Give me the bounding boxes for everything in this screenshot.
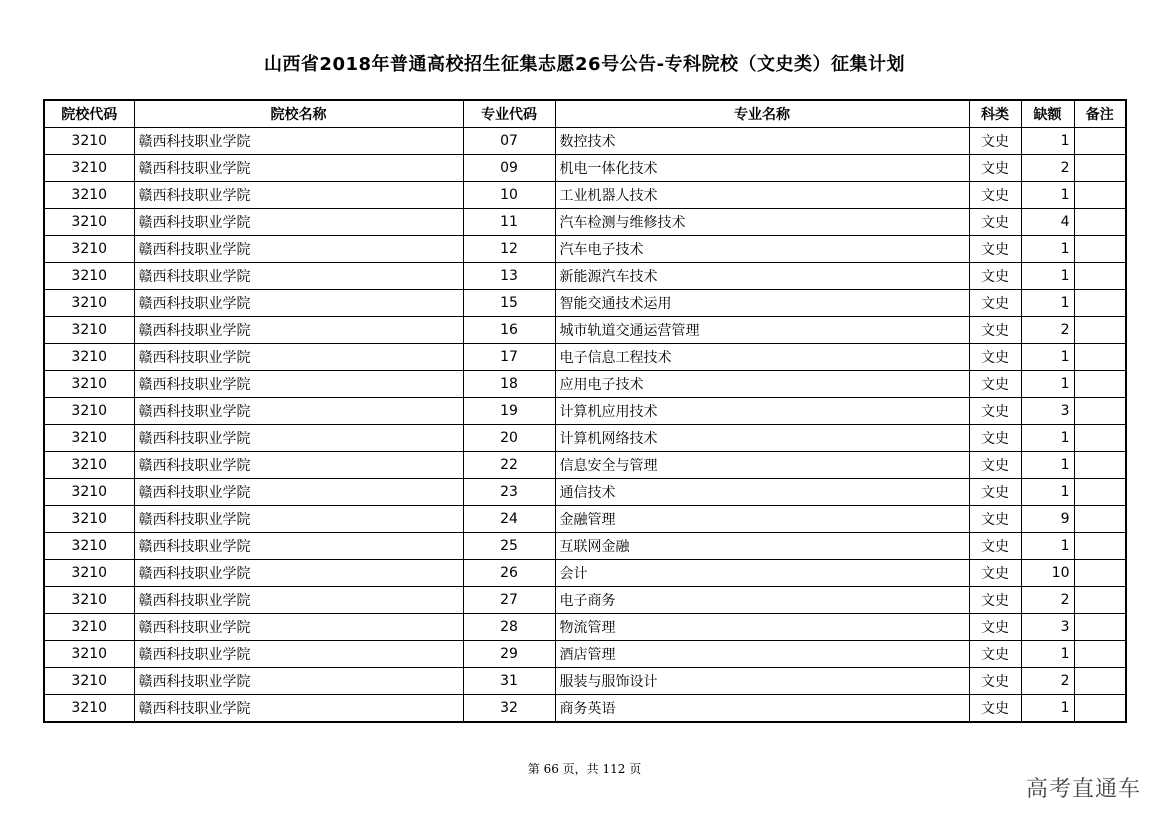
cell-vacancy: 1 — [1021, 452, 1074, 479]
cell-category: 文史 — [969, 506, 1021, 533]
table-row — [44, 560, 1126, 587]
table-header-row — [44, 100, 1126, 128]
cell-vacancy: 1 — [1021, 641, 1074, 668]
cell-note — [1074, 398, 1126, 425]
cell-school-name: 赣西科技职业学院 — [134, 452, 463, 479]
cell-vacancy: 10 — [1021, 560, 1074, 587]
cell-category: 文史 — [969, 317, 1021, 344]
cell-note — [1074, 155, 1126, 182]
cell-school-code: 3210 — [44, 155, 134, 182]
cell-school-name: 赣西科技职业学院 — [134, 668, 463, 695]
cell-major-name: 商务英语 — [555, 695, 969, 723]
cell-vacancy: 1 — [1021, 290, 1074, 317]
cell-school-code: 3210 — [44, 479, 134, 506]
cell-category: 文史 — [969, 155, 1021, 182]
cell-school-code: 3210 — [44, 533, 134, 560]
cell-note — [1074, 128, 1126, 155]
cell-major-name: 应用电子技术 — [555, 371, 969, 398]
table-row — [44, 155, 1126, 182]
cell-note — [1074, 317, 1126, 344]
header-vacancy: 缺额 — [1021, 100, 1074, 128]
cell-major-code: 20 — [463, 425, 555, 452]
cell-major-code: 07 — [463, 128, 555, 155]
cell-vacancy: 2 — [1021, 587, 1074, 614]
table-row — [44, 614, 1126, 641]
cell-category: 文史 — [969, 614, 1021, 641]
table-row — [44, 182, 1126, 209]
cell-school-name: 赣西科技职业学院 — [134, 128, 463, 155]
cell-category: 文史 — [969, 344, 1021, 371]
cell-note — [1074, 479, 1126, 506]
cell-major-code: 11 — [463, 209, 555, 236]
table-row — [44, 452, 1126, 479]
cell-vacancy: 2 — [1021, 155, 1074, 182]
cell-major-code: 16 — [463, 317, 555, 344]
cell-major-name: 信息安全与管理 — [555, 452, 969, 479]
cell-vacancy: 1 — [1021, 371, 1074, 398]
cell-vacancy: 4 — [1021, 209, 1074, 236]
cell-category: 文史 — [969, 398, 1021, 425]
cell-major-code: 13 — [463, 263, 555, 290]
cell-school-name: 赣西科技职业学院 — [134, 209, 463, 236]
cell-note — [1074, 614, 1126, 641]
cell-major-code: 23 — [463, 479, 555, 506]
cell-category: 文史 — [969, 560, 1021, 587]
cell-major-code: 18 — [463, 371, 555, 398]
cell-school-code: 3210 — [44, 290, 134, 317]
cell-category: 文史 — [969, 695, 1021, 723]
cell-school-name: 赣西科技职业学院 — [134, 587, 463, 614]
cell-vacancy: 2 — [1021, 668, 1074, 695]
cell-school-code: 3210 — [44, 506, 134, 533]
cell-major-code: 09 — [463, 155, 555, 182]
cell-note — [1074, 560, 1126, 587]
page-number: 第 66 页，共 112 页 — [527, 762, 642, 776]
cell-major-name: 会计 — [555, 560, 969, 587]
cell-school-name: 赣西科技职业学院 — [134, 695, 463, 723]
cell-vacancy: 1 — [1021, 425, 1074, 452]
cell-school-name: 赣西科技职业学院 — [134, 344, 463, 371]
cell-category: 文史 — [969, 587, 1021, 614]
cell-note — [1074, 425, 1126, 452]
cell-school-name: 赣西科技职业学院 — [134, 641, 463, 668]
cell-major-code: 19 — [463, 398, 555, 425]
cell-major-code: 17 — [463, 344, 555, 371]
cell-school-code: 3210 — [44, 587, 134, 614]
cell-note — [1074, 236, 1126, 263]
cell-note — [1074, 641, 1126, 668]
cell-school-code: 3210 — [44, 371, 134, 398]
cell-category: 文史 — [969, 209, 1021, 236]
cell-school-name: 赣西科技职业学院 — [134, 290, 463, 317]
cell-major-name: 酒店管理 — [555, 641, 969, 668]
cell-school-name: 赣西科技职业学院 — [134, 425, 463, 452]
cell-major-name: 物流管理 — [555, 614, 969, 641]
cell-vacancy: 1 — [1021, 533, 1074, 560]
cell-vacancy: 1 — [1021, 128, 1074, 155]
cell-note — [1074, 695, 1126, 723]
cell-vacancy: 1 — [1021, 479, 1074, 506]
cell-category: 文史 — [969, 452, 1021, 479]
cell-category: 文史 — [969, 425, 1021, 452]
cell-school-code: 3210 — [44, 344, 134, 371]
table-row — [44, 263, 1126, 290]
cell-vacancy: 1 — [1021, 263, 1074, 290]
cell-school-name: 赣西科技职业学院 — [134, 155, 463, 182]
header-school-code: 院校代码 — [44, 100, 134, 128]
cell-school-code: 3210 — [44, 425, 134, 452]
table-row — [44, 236, 1126, 263]
cell-major-name: 计算机应用技术 — [555, 398, 969, 425]
table-row — [44, 344, 1126, 371]
header-major-name: 专业名称 — [555, 100, 969, 128]
cell-major-name: 汽车电子技术 — [555, 236, 969, 263]
cell-vacancy: 1 — [1021, 695, 1074, 723]
table-row — [44, 290, 1126, 317]
cell-category: 文史 — [969, 128, 1021, 155]
cell-major-code: 31 — [463, 668, 555, 695]
table-row — [44, 371, 1126, 398]
table-row — [44, 668, 1126, 695]
cell-major-code: 26 — [463, 560, 555, 587]
cell-school-name: 赣西科技职业学院 — [134, 479, 463, 506]
cell-school-name: 赣西科技职业学院 — [134, 560, 463, 587]
cell-note — [1074, 587, 1126, 614]
cell-school-code: 3210 — [44, 128, 134, 155]
cell-note — [1074, 209, 1126, 236]
cell-major-code: 24 — [463, 506, 555, 533]
cell-school-code: 3210 — [44, 317, 134, 344]
cell-major-name: 电子商务 — [555, 587, 969, 614]
cell-note — [1074, 506, 1126, 533]
table-row — [44, 425, 1126, 452]
table-row — [44, 641, 1126, 668]
cell-school-name: 赣西科技职业学院 — [134, 236, 463, 263]
cell-category: 文史 — [969, 236, 1021, 263]
cell-vacancy: 3 — [1021, 614, 1074, 641]
table-row — [44, 587, 1126, 614]
table-row — [44, 479, 1126, 506]
table-row — [44, 506, 1126, 533]
cell-major-name: 金融管理 — [555, 506, 969, 533]
cell-note — [1074, 452, 1126, 479]
cell-major-name: 数控技术 — [555, 128, 969, 155]
cell-note — [1074, 371, 1126, 398]
cell-school-name: 赣西科技职业学院 — [134, 533, 463, 560]
cell-school-code: 3210 — [44, 641, 134, 668]
cell-vacancy: 3 — [1021, 398, 1074, 425]
cell-major-code: 10 — [463, 182, 555, 209]
cell-major-name: 计算机网络技术 — [555, 425, 969, 452]
cell-school-name: 赣西科技职业学院 — [134, 506, 463, 533]
cell-major-name: 电子信息工程技术 — [555, 344, 969, 371]
cell-note — [1074, 263, 1126, 290]
cell-major-name: 通信技术 — [555, 479, 969, 506]
watermark-text: 高考直通车 — [1025, 777, 1141, 802]
header-note: 备注 — [1074, 100, 1126, 128]
document-title: 山西省2018年普通高校招生征集志愿26号公告-专科院校（文史类）征集计划 — [263, 54, 906, 75]
cell-school-code: 3210 — [44, 452, 134, 479]
cell-major-name: 新能源汽车技术 — [555, 263, 969, 290]
cell-major-code: 32 — [463, 695, 555, 723]
cell-major-name: 汽车检测与维修技术 — [555, 209, 969, 236]
table-row — [44, 128, 1126, 155]
table-row — [44, 398, 1126, 425]
cell-school-code: 3210 — [44, 614, 134, 641]
cell-vacancy: 2 — [1021, 317, 1074, 344]
cell-school-name: 赣西科技职业学院 — [134, 614, 463, 641]
cell-major-name: 城市轨道交通运营管理 — [555, 317, 969, 344]
cell-school-name: 赣西科技职业学院 — [134, 317, 463, 344]
cell-category: 文史 — [969, 533, 1021, 560]
cell-note — [1074, 344, 1126, 371]
header-school-name: 院校名称 — [134, 100, 463, 128]
cell-category: 文史 — [969, 668, 1021, 695]
cell-school-code: 3210 — [44, 209, 134, 236]
cell-school-code: 3210 — [44, 668, 134, 695]
cell-major-name: 互联网金融 — [555, 533, 969, 560]
cell-major-name: 工业机器人技术 — [555, 182, 969, 209]
cell-category: 文史 — [969, 290, 1021, 317]
cell-major-code: 22 — [463, 452, 555, 479]
cell-vacancy: 9 — [1021, 506, 1074, 533]
cell-school-code: 3210 — [44, 398, 134, 425]
cell-vacancy: 1 — [1021, 182, 1074, 209]
table-row — [44, 317, 1126, 344]
cell-category: 文史 — [969, 641, 1021, 668]
cell-vacancy: 1 — [1021, 236, 1074, 263]
header-major-code: 专业代码 — [463, 100, 555, 128]
cell-major-code: 27 — [463, 587, 555, 614]
cell-school-code: 3210 — [44, 182, 134, 209]
cell-major-name: 服装与服饰设计 — [555, 668, 969, 695]
cell-vacancy: 1 — [1021, 344, 1074, 371]
cell-school-name: 赣西科技职业学院 — [134, 371, 463, 398]
cell-major-name: 智能交通技术运用 — [555, 290, 969, 317]
table-row — [44, 533, 1126, 560]
cell-school-name: 赣西科技职业学院 — [134, 182, 463, 209]
cell-school-name: 赣西科技职业学院 — [134, 398, 463, 425]
cell-school-code: 3210 — [44, 560, 134, 587]
table-row — [44, 695, 1126, 723]
cell-major-code: 29 — [463, 641, 555, 668]
cell-note — [1074, 290, 1126, 317]
table-body — [44, 128, 1126, 723]
cell-school-name: 赣西科技职业学院 — [134, 263, 463, 290]
cell-category: 文史 — [969, 182, 1021, 209]
cell-category: 文史 — [969, 479, 1021, 506]
header-category: 科类 — [969, 100, 1021, 128]
enrollment-plan-table — [43, 99, 1127, 723]
cell-school-code: 3210 — [44, 695, 134, 723]
cell-major-code: 28 — [463, 614, 555, 641]
cell-note — [1074, 668, 1126, 695]
cell-major-name: 机电一体化技术 — [555, 155, 969, 182]
cell-note — [1074, 182, 1126, 209]
cell-school-code: 3210 — [44, 263, 134, 290]
table-row — [44, 209, 1126, 236]
cell-school-code: 3210 — [44, 236, 134, 263]
cell-note — [1074, 533, 1126, 560]
cell-category: 文史 — [969, 263, 1021, 290]
cell-major-code: 15 — [463, 290, 555, 317]
cell-major-code: 25 — [463, 533, 555, 560]
cell-major-code: 12 — [463, 236, 555, 263]
cell-category: 文史 — [969, 371, 1021, 398]
